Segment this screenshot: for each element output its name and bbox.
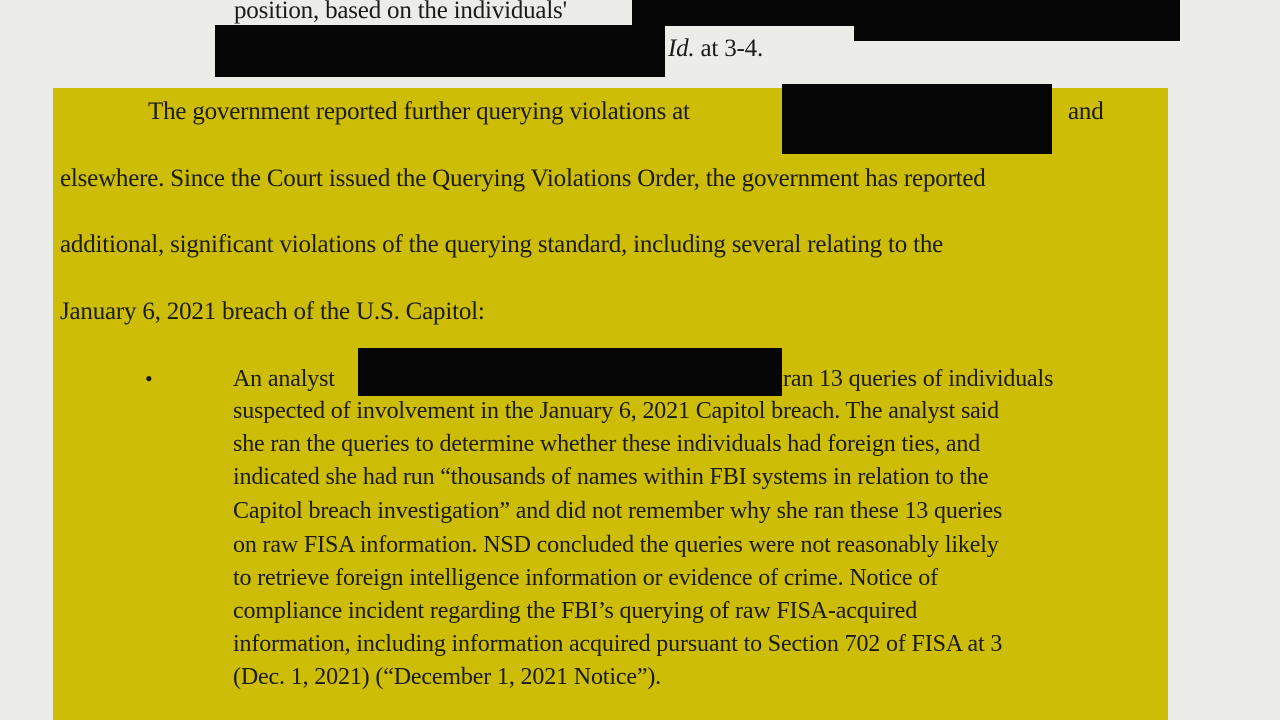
- paragraph-line-2: elsewhere. Since the Court issued the Querying Violations Order, the government has reported: [60, 165, 986, 192]
- bullet-line-1-end: ran 13 queries of individuals: [783, 366, 1054, 392]
- bullet-line-8: compliance incident regarding the FBI’s querying of raw FISA-acquired: [233, 598, 918, 624]
- paragraph-line-4: January 6, 2021 breach of the U.S. Capitol:: [60, 298, 485, 325]
- redaction-block: [854, 0, 1180, 41]
- citation-pages: at 3-4.: [694, 35, 764, 62]
- bullet-line-7: to retrieve foreign intelligence information or evidence of crime. Notice of: [233, 565, 938, 591]
- bullet-line-9: information, including information acquired pursuant to Section 702 of FISA at 3: [233, 631, 1003, 657]
- paragraph-line-3: additional, significant violations of the querying standard, including several relating to the: [60, 231, 944, 258]
- bullet-line-6: on raw FISA information. NSD concluded the queries were not reasonably likely: [233, 532, 999, 558]
- bullet-line-1: An analyst: [233, 366, 335, 392]
- paragraph-line-1: The government reported further querying violations at: [148, 98, 690, 125]
- redaction-block: [358, 348, 782, 396]
- redaction-block: [632, 0, 854, 26]
- redaction-block: [782, 84, 1052, 154]
- bullet-marker: •: [145, 366, 153, 391]
- citation-id: Id.: [668, 35, 695, 62]
- bullet-line-2: suspected of involvement in the January 6, 2021 Capitol breach. The analyst said: [233, 398, 1000, 424]
- redaction-block: [215, 25, 665, 77]
- paragraph-line-1-end: and: [1068, 98, 1104, 125]
- citation: [668, 34, 763, 64]
- bullet-line-4: indicated she had run “thousands of names within FBI systems in relation to the: [233, 464, 989, 490]
- bullet-line-3: she ran the queries to determine whether these individuals had foreign ties, and: [233, 431, 981, 457]
- bullet-line-5: Capitol breach investigation” and did not remember why she ran these 13 queries: [233, 498, 1003, 524]
- bullet-line-10: (Dec. 1, 2021) (“December 1, 2021 Notice”).: [233, 664, 662, 690]
- top-text-line: position, based on the individuals': [234, 0, 567, 24]
